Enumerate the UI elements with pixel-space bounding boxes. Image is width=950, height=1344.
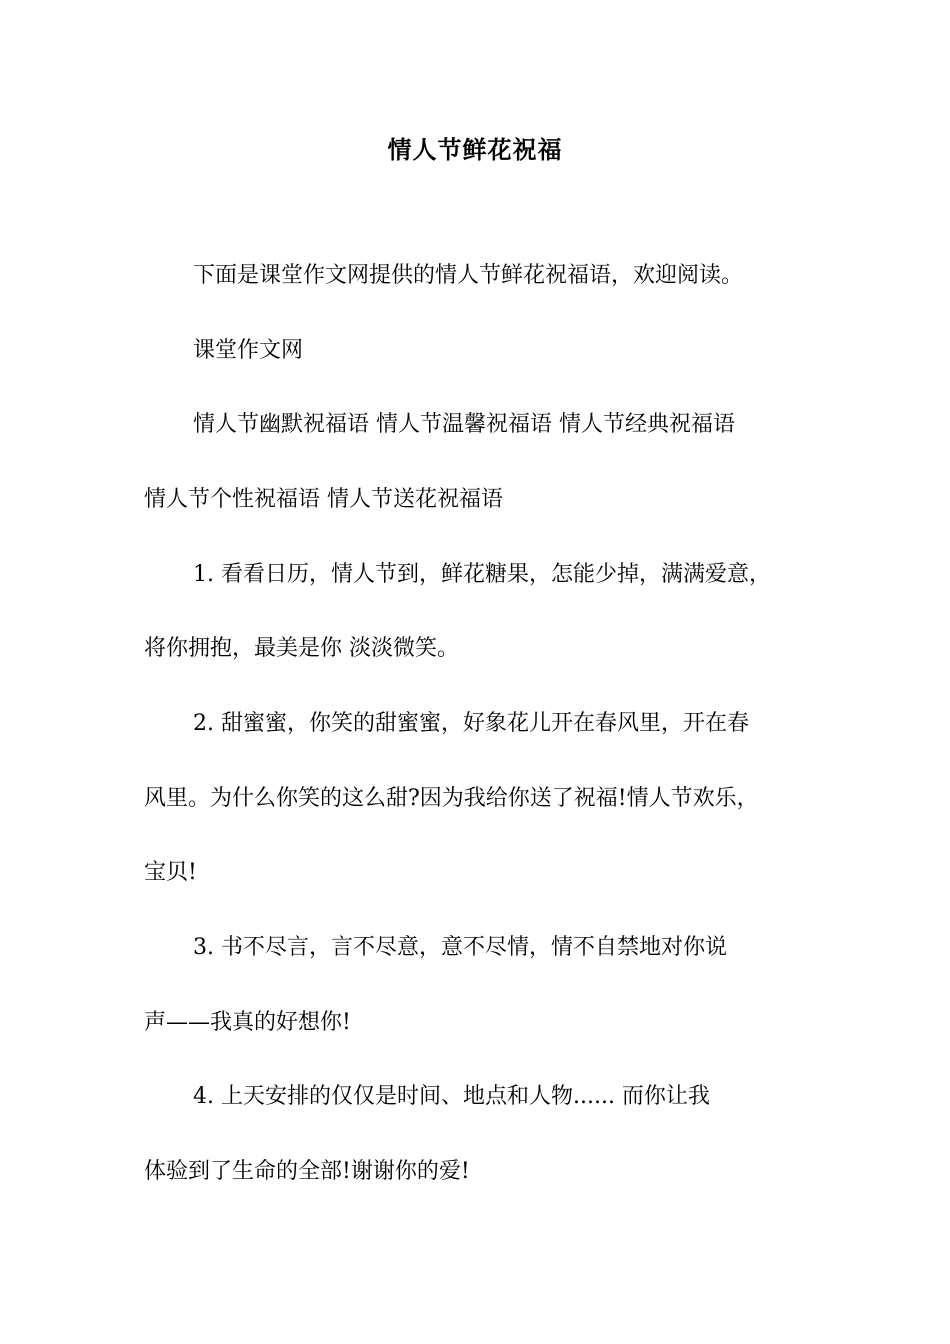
wish-3-line-1: 3. 书不尽言，言不尽意，意不尽情，情不自禁地对你说	[193, 935, 727, 960]
source-line: 课堂作文网	[193, 338, 304, 363]
wish-2-line-1: 2. 甜蜜蜜，你笑的甜蜜蜜，好象花儿开在春风里，开在春	[193, 711, 749, 736]
wish-4-line-2: 体验到了生命的全部!谢谢你的爱!	[144, 1159, 470, 1184]
wish-3-line-2: 声——我真的好想你!	[144, 1010, 351, 1035]
wish-2-line-2: 风里。为什么你笑的这么甜?因为我给你送了祝福!情人节欢乐，	[144, 786, 759, 811]
wish-2-line-3: 宝贝!	[144, 860, 197, 885]
related-links-line-2: 情人节个性祝福语 情人节送花祝福语	[144, 487, 503, 512]
wish-1-line-2: 将你拥抱，最美是你 淡淡微笑。	[144, 636, 459, 661]
related-links-line-1: 情人节幽默祝福语 情人节温馨祝福语 情人节经典祝福语	[193, 412, 735, 437]
document-title: 情人节鲜花祝福	[387, 135, 563, 164]
intro-paragraph: 下面是课堂作文网提供的情人节鲜花祝福语，欢迎阅读。	[193, 263, 744, 288]
wish-4-line-1: 4. 上天安排的仅仅是时间、地点和人物...... 而你让我	[193, 1084, 710, 1109]
wish-1-line-1: 1. 看看日历，情人节到，鲜花糖果，怎能少掉，满满爱意，	[193, 562, 771, 587]
